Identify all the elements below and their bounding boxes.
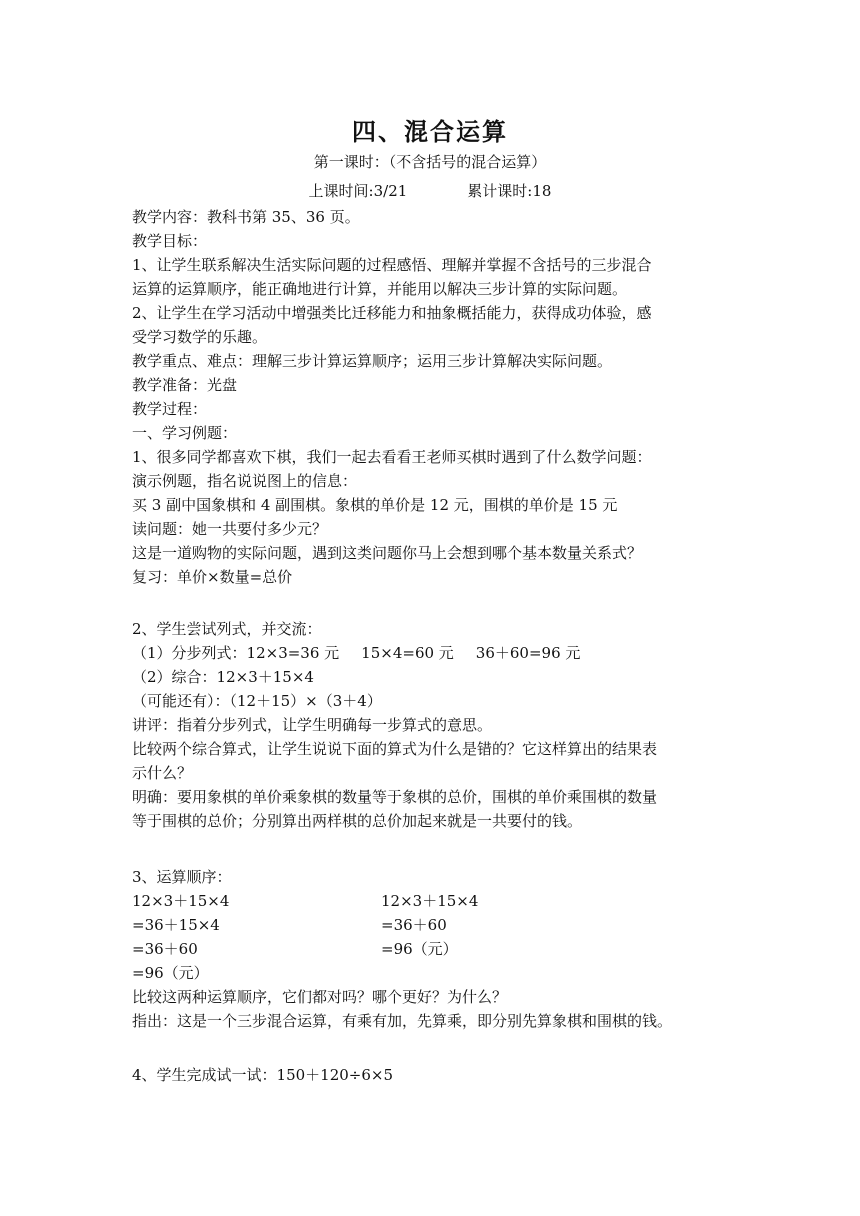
calc-line-alt: =96（元） [381,940,458,958]
step-formula-3: 36＋60=96 元 [475,644,581,662]
cumulative-hours: 累计课时:18 [467,182,552,200]
text-line: 示什么？ [132,764,193,782]
schedule-info [0,180,860,201]
text-line: 这是一道购物的实际问题，遇到这类问题你马上会想到哪个基本数量关系式？ [132,544,643,562]
text-line: 运算的运算顺序，能正确地进行计算，并能用以解决三步计算的实际问题。 [132,280,628,298]
calc-line: =36＋15×4 [132,916,220,934]
text-line: 4、学生完成试一试：150＋120÷6×5 [132,1066,394,1084]
text-line: 1、让学生联系解决生活实际问题的过程感悟、理解并掌握不含括号的三步混合 [132,256,652,274]
text-line: 教学目标： [132,232,208,250]
text-line: 2、让学生在学习活动中增强类比迁移能力和抽象概括能力，获得成功体验，感 [132,304,652,322]
calc-line: 12×3＋15×4 [132,892,230,910]
text-line: 1、很多同学都喜欢下棋，我们一起去看看王老师买棋时遇到了什么数学问题： [132,448,652,466]
text-line: 3、运算顺序： [132,868,232,886]
text-line: 明确：要用象棋的单价乘象棋的数量等于象棋的总价，围棋的单价乘围棋的数量 [132,788,658,806]
text-line: 受学习数学的乐趣。 [132,328,268,346]
calc-line-alt: =36＋60 [381,916,447,934]
text-line: 教学重点、难点：理解三步计算运算顺序；运用三步计算解决实际问题。 [132,352,613,370]
text-line: 读问题：她一共要付多少元？ [132,520,328,538]
text-line: 教学过程： [132,400,208,418]
text-line: 复习：单价×数量=总价 [132,568,293,586]
text-line: 讲评：指着分步列式，让学生明确每一步算式的意思。 [132,716,493,734]
page-title: 四、混合运算 [352,117,508,146]
text-line: 教学内容：教科书第 35、36 页。 [132,208,360,226]
section-heading: 一、学习例题： [132,424,238,442]
calc-line: =36＋60 [132,940,198,958]
calc-line-alt: 12×3＋15×4 [381,892,479,910]
lesson-subtitle: 第一课时：（不含括号的混合运算） [313,153,547,171]
step-formula-2: 15×4=60 元 [361,644,454,662]
text-line: 教学准备：光盘 [132,376,238,394]
text-line: 2、学生尝试列式，并交流： [132,620,322,638]
text-line: （可能还有）：（12＋15）×（3＋4） [132,692,382,710]
text-line: 指出：这是一个三步混合运算，有乘有加，先算乘，即分别先算象棋和围棋的钱。 [132,1012,673,1030]
text-line: 比较这两种运算顺序，它们都对吗？哪个更好？为什么？ [132,988,508,1006]
text-line: （2）综合：12×3＋15×4 [132,668,314,686]
text-line: 比较两个综合算式，让学生说说下面的算式为什么是错的？它这样算出的结果表 [132,740,658,758]
text-line: 等于围棋的总价；分别算出两样棋的总价加起来就是一共要付的钱。 [132,812,583,830]
text-line: 买 3 副中国象棋和 4 副围棋。象棋的单价是 12 元，围棋的单价是 15 元 [132,496,618,514]
step-formula-1: （1）分步列式：12×3=36 元 [132,644,340,662]
step-formula-line [132,642,732,664]
text-line: 演示例题，指名说说图上的信息： [132,472,358,490]
calc-line: =96（元） [132,964,209,982]
class-time: 上课时间:3/21 [308,182,408,200]
